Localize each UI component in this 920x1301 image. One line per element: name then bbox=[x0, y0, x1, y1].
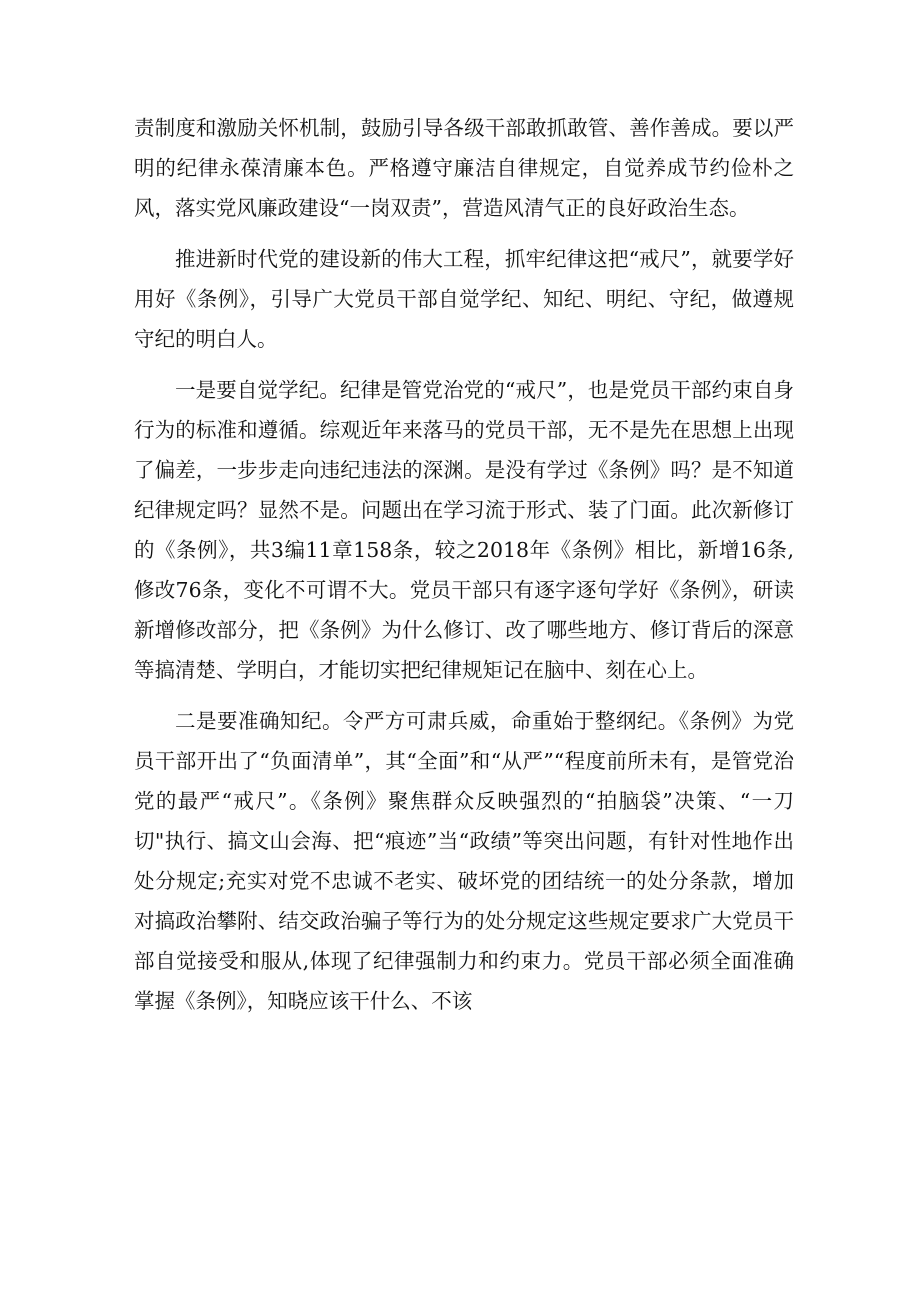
paragraph-4: 二是要准确知纪。令严方可肃兵威，命重始于整纲纪。《条例》为党员干部开出了“负面清单”，其“全面”和“从严”“程度前所未有，是管党治党的最严“戒尺”。《条例》聚焦群众反映强烈的“拍脑袋”决策、“一刀切"执行、搞文山会海、把“痕迹”当“政绩”等突出问题，有针对性地作出处分规定;充实对党不忠诚不老实、破坏党的团结统一的处分条款，增加对搞政治攀附、结交政治骗子等行为的处分规定这些规定要求广大党员干部自觉接受和服从,体现了纪律强制力和约束力。党员干部必须全面准确掌握《条例》，知晓应该干什么、不该 bbox=[134, 709, 794, 1013]
document-body bbox=[134, 108, 794, 1032]
paragraph-2: 推进新时代党的建设新的伟大工程，抓牢纪律这把“戒尺”，就要学好用好《条例》，引导广大党员干部自觉学纪、知纪、明纪、守纪，做遵规守纪的明白人。 bbox=[134, 247, 794, 351]
paragraph-3: 一是要自觉学纪。纪律是管党治党的“戒尺”，也是党员干部约束自身行为的标准和遵循。综观近年来落马的党员干部，无不是先在思想上出现了偏差，一步步走向违纪违法的深渊。是没有学过《条例》吗？是不知道纪律规定吗？显然不是。问题出在学习流于形式、装了门面。此次新修订的《条例》，共3编11章158条，较之2018年《条例》相比，新增16条,修改76条，变化不可谓不大。党员干部只有逐字逐句学好《条例》，研读新增修改部分，把《条例》为什么修订、改了哪些地方、修订背后的深意等搞清楚、学明白，才能切实把纪律规矩记在脑中、刻在心上。 bbox=[134, 378, 794, 682]
paragraph-1: 责制度和激励关怀机制，鼓励引导各级干部敢抓敢管、善作善成。要以严明的纪律永葆清廉本色。严格遵守廉洁自律规定，自觉养成节约俭朴之风，落实党风廉政建设“一岗双责”，营造风清气正的良好政治生态。 bbox=[134, 116, 794, 220]
